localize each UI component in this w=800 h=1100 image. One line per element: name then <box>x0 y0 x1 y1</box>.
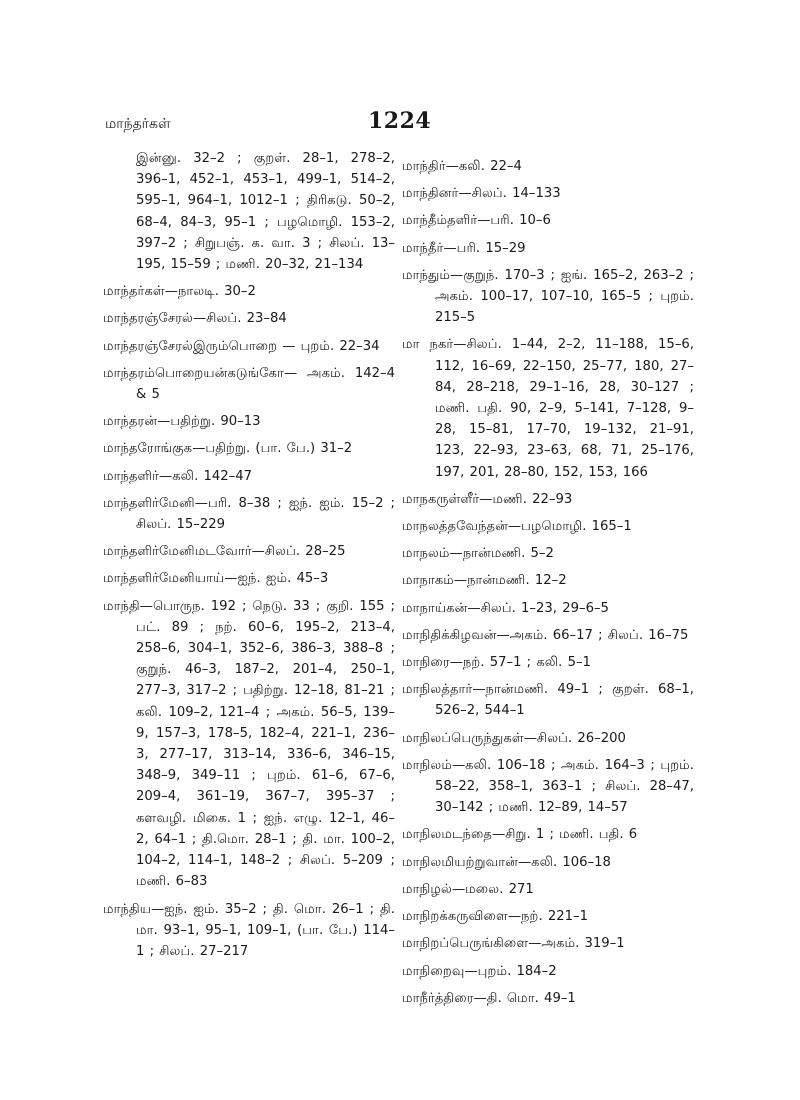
index-entry: மாந்தீர்—பரி. 15–29 <box>402 240 526 256</box>
index-entry: மாந்திய—ஐந். ஐம். 35–2 ; தி. மொ. 26–1 ; தி. மா. 93–1, 95–1, 109–1, (பா. பே.) 114–1 ; சிலப். 27–217 <box>103 901 395 959</box>
page-number: 1224 <box>368 108 432 134</box>
index-entry: மாந்தீம்தளிர்—பரி. 10–6 <box>402 213 551 229</box>
index-entry: மாந்தினர்—சிலப். 14–133 <box>402 186 561 202</box>
running-head: மாந்தர்கள் <box>105 116 171 132</box>
index-entry: மாந்தரஞ்சேரல்இரும்பொறை — புறம். 22–34 <box>103 338 380 354</box>
index-entry: மாநிறப்பெருங்கிளை—அகம். 319–1 <box>402 936 625 952</box>
index-entry: மாநிரை—நற். 57–1 ; கலி. 5–1 <box>402 655 591 671</box>
index-entry: மாந்தளிர்மேனிமடவோர்—சிலப். 28–25 <box>103 544 346 560</box>
index-entry: மாந்தளிர்மேனியாய்—ஐந். ஐம். 45–3 <box>103 571 329 587</box>
index-entry: மாந்திர்—கலி. 22–4 <box>402 159 522 174</box>
index-entry: மாநகருள்ளீர்—மணி. 22–93 <box>402 491 573 507</box>
index-entry: மாநிலத்தார்—நான்மணி. 49–1 ; குறள். 68–1, 526–2, 544–1 <box>402 682 694 719</box>
index-entry: மாநிறக்கருவிளை—நற். 221–1 <box>402 909 589 925</box>
index-entry: மாந்தரன்—பதிற்று. 90–13 <box>103 414 261 430</box>
index-entry: மாநிலமியற்றுவான்—கலி. 106–18 <box>402 854 611 870</box>
index-entry: மாநிலப்பெருந்துகள்—சிலப். 26–200 <box>402 730 626 746</box>
left-column <box>103 148 395 968</box>
index-entry: மாநிலமடந்தை—சிறு. 1 ; மணி. பதி. 6 <box>402 827 638 843</box>
index-entry: மாநிதிக்கிழவன்—அகம். 66–17 ; சிலப். 16–75 <box>402 627 689 643</box>
index-entry: மாந்தரம்பொறையன்கடுங்கோ— அகம். 142–4 & 5 <box>103 365 395 403</box>
index-entry: மாந்தளிர்மேனி—பரி. 8–38 ; ஐந். ஐம். 15–2 ; சிலப். 15–229 <box>103 495 395 533</box>
index-entry: மா நகர்—சிலப். 1–44, 2–2, 11–188, 15–6, 112, 16–69, 22–150, 25–77, 180, 27–84, 28–218, 29–1–16, 28, 30–127 ; மணி. பதி. 90, 2–9, 5–141, 7–128, 9–28, 15–81, 17–70, 19–132, 21–91, 123, 22–93, 23–63, 68, 71, 25–176, 197, 201, 28–80, 152, 153, 166 <box>402 337 694 480</box>
index-entry: மாநீர்த்திரை—தி. மொ. 49–1 <box>402 990 576 1006</box>
right-column <box>402 156 694 1015</box>
index-entry: மாநிழல்—மலை. 271 <box>402 881 534 897</box>
index-entry-continued: இன்னு. 32–2 ; குறள். 28–1, 278–2, 396–1, 452–1, 453–1, 499–1, 514–2, 595–1, 964–1, 1012–1 ; திரிகடு. 50–2, 68–4, 84–3, 95–1 ; பழமொழி. 153–2, 397–2 ; சிறுபஞ். க. வா. 3 ; சிலப். 13–195, 15–59 ; மணி. 20–32, 21–134 <box>136 151 395 273</box>
index-entry: மாநாகம்—நான்மணி. 12–2 <box>402 573 567 589</box>
index-entry: மாந்தளிர்—கலி. 142–47 <box>103 468 253 484</box>
index-entry: மாநிலம்—கலி. 106–18 ; அகம். 164–3 ; புறம். 58–22, 358–1, 363–1 ; சிலப். 28–47, 30–142 ; மணி. 12–89, 14–57 <box>402 757 694 816</box>
index-entry: மாநலம்—நான்மணி. 5–2 <box>402 546 554 562</box>
index-entry: மாந்தரஞ்சேரல்—சிலப். 23–84 <box>103 311 287 327</box>
index-entry: மாநலத்தவேந்தன்—பழமொழி. 165–1 <box>402 519 632 535</box>
index-entry: மாநிறைவு—புறம். 184–2 <box>402 963 557 979</box>
index-entry: மாந்தி—பொருந. 192 ; நெடு. 33 ; குறி. 155 ; பட். 89 ; நற். 60–6, 195–2, 213–4, 258–6, 304–1, 352–6, 386–3, 388–8 ; குறுந். 46–3, 187–2, 201–4, 250–1, 277–3, 317–2 ; பதிற்று. 12–18, 81–21 ; கலி. 109–2, 121–4 ; அகம். 56–5, 139–9, 157–3, 178–5, 182–4, 221–1, 236–3, 277–17, 313–14, 336–6, 346–15, 348–9, 349–11 ; புறம். 61–6, 67–6, 209–4, 361–19, 367–7, 395–37 ; களவழி. மிகை. 1 ; ஐந். எழு. 12–1, 46–2, 64–1 ; தி.மொ. 28–1 ; தி. மா. 100–2, 104–2, 114–1, 148–2 ; சிலப். 5–209 ; மணி. 6–83 <box>103 598 395 890</box>
index-entry: மாந்தரோங்குக—பதிற்று. (பா. பே.) 31–2 <box>103 441 353 457</box>
index-entry: மாந்தும்—குறுந். 170–3 ; ஐங். 165–2, 263–2 ; அகம். 100–17, 107–10, 165–5 ; புறம். 215–5 <box>402 267 694 326</box>
index-entry: மாந்தர்கள்—நாலடி. 30–2 <box>103 284 256 300</box>
index-entry: மாநாய்கன்—சிலப். 1–23, 29–6–5 <box>402 600 609 616</box>
